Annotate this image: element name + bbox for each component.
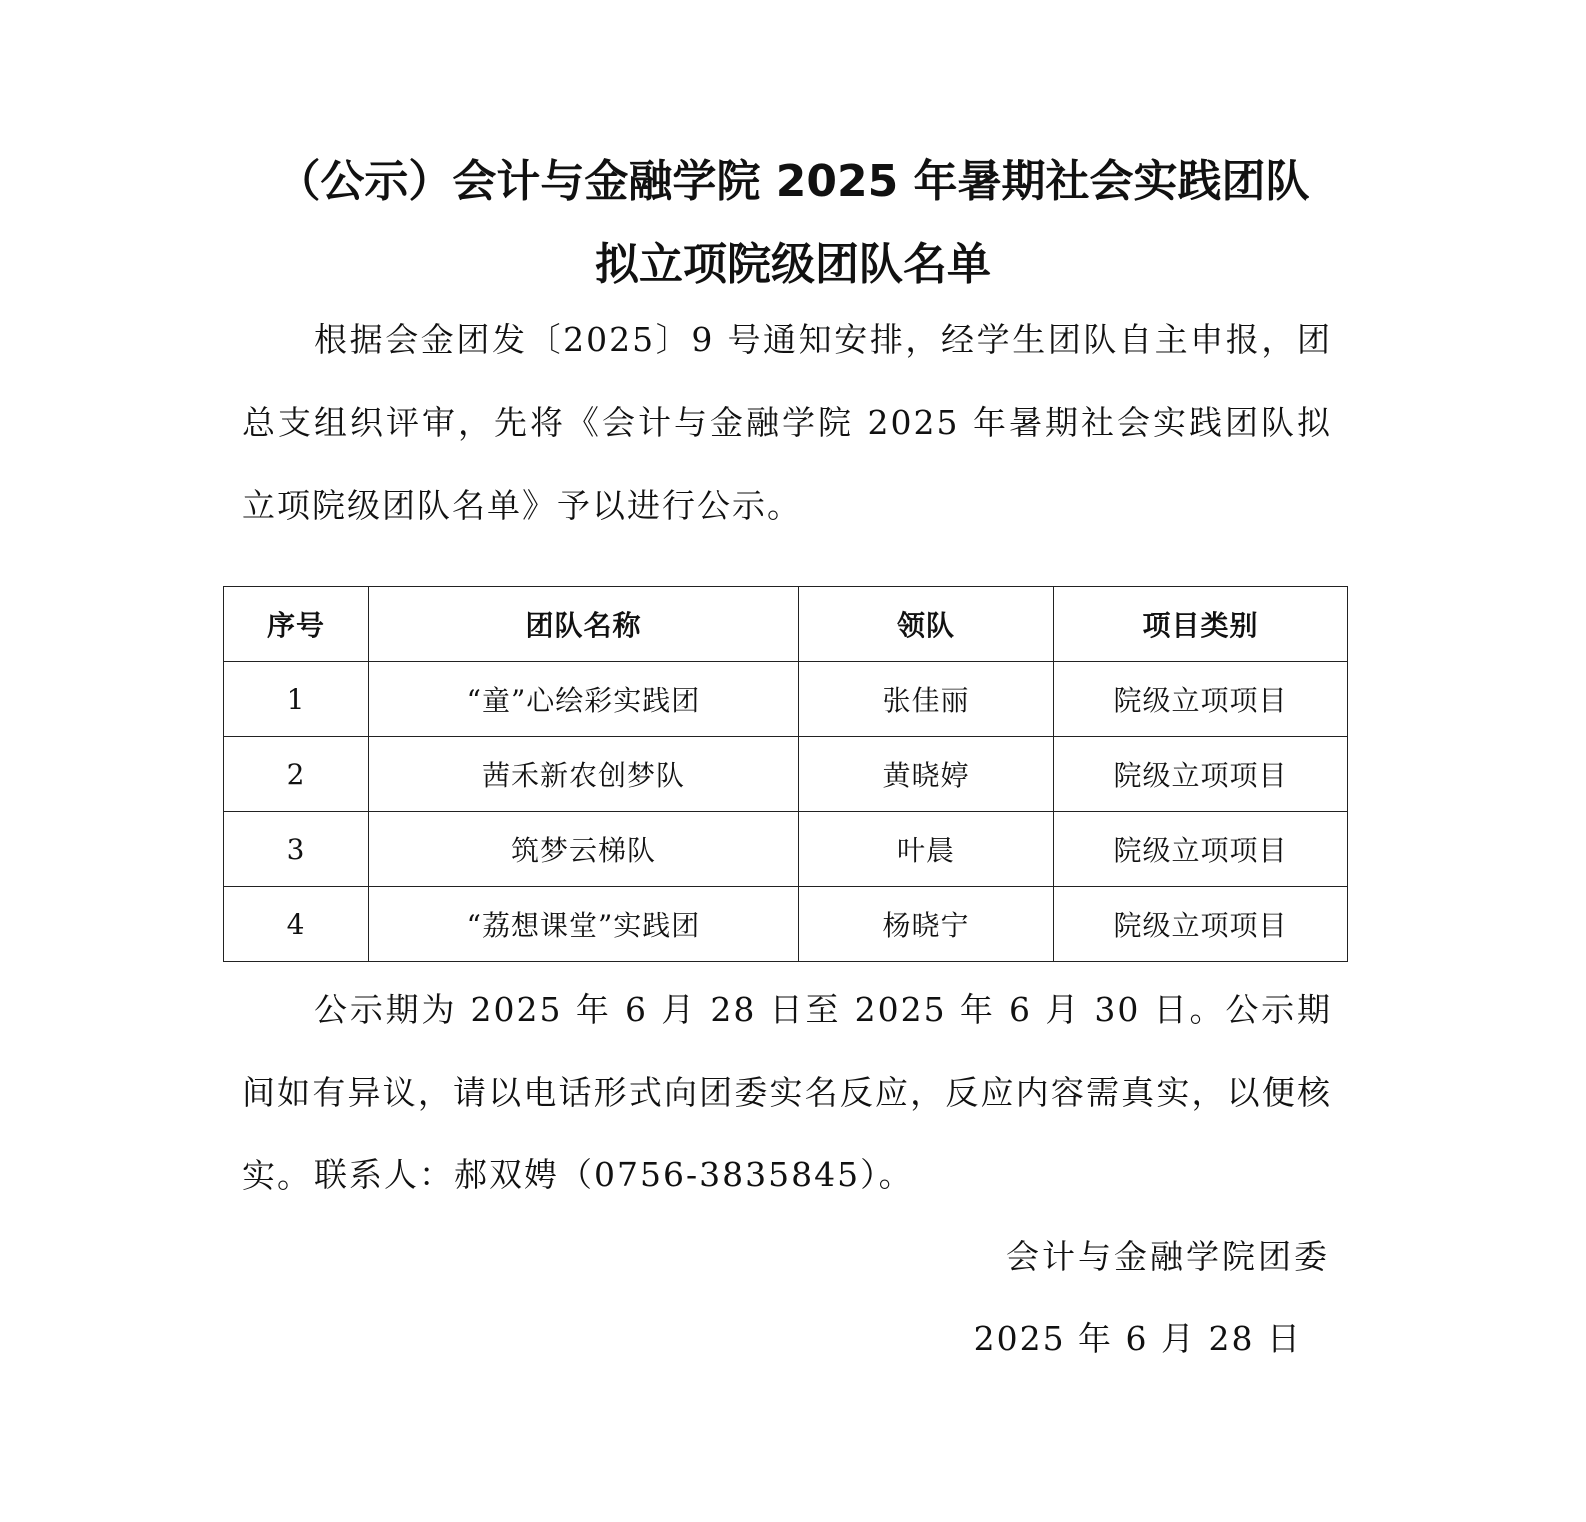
cell-serial-number: 2 [224,737,369,812]
table-row [224,812,1348,887]
cell-leader: 张佳丽 [799,662,1054,737]
cell-team-name: “童”心绘彩实践团 [369,662,799,737]
cell-serial-number: 4 [224,887,369,962]
cell-project-category: 院级立项项目 [1054,812,1348,887]
cell-leader: 叶晨 [799,812,1054,887]
table-header-row [224,587,1348,662]
document-title-line-2: 拟立项院级团队名单 [595,239,991,290]
table-row [224,887,1348,962]
contact-line: 联系人：郝双娉（0756-3835845）。 [314,1155,914,1194]
signature-date: 2025 年 6 月 28 日 [973,1319,1302,1358]
table-row [224,662,1348,737]
cell-leader: 黄晓婷 [799,737,1054,812]
cell-team-name: “荔想课堂”实践团 [369,887,799,962]
header-team-name: 团队名称 [369,587,799,662]
publicity-period-paragraph: 公示期为 2025 年 6 月 28 日至 2025 年 6 月 30 日。公示期间如有异议，请以电话形式向团委实名反应，反应内容需真实，以便核实。 [242,990,1332,1195]
cell-serial-number: 3 [224,812,369,887]
header-leader: 领队 [799,587,1054,662]
header-serial-number: 序号 [224,587,369,662]
cell-team-name: 茜禾新农创梦队 [369,737,799,812]
team-list-table [223,586,1348,962]
header-project-category: 项目类别 [1054,587,1348,662]
document-title-line-1: （公示）会计与金融学院 2025 年暑期社会实践团队 [276,156,1310,207]
cell-team-name: 筑梦云梯队 [369,812,799,887]
cell-project-category: 院级立项项目 [1054,887,1348,962]
cell-project-category: 院级立项项目 [1054,662,1348,737]
cell-serial-number: 1 [224,662,369,737]
intro-paragraph: 根据会金团发〔2025〕9 号通知安排，经学生团队自主申报，团总支组织评审，先将《会计与金融学院 2025 年暑期社会实践团队拟立项院级团队名单》予以进行公示。 [242,320,1332,525]
cell-project-category: 院级立项项目 [1054,737,1348,812]
table-row [224,737,1348,812]
signature-organization: 会计与金融学院团委 [1006,1237,1330,1276]
cell-leader: 杨晓宁 [799,887,1054,962]
